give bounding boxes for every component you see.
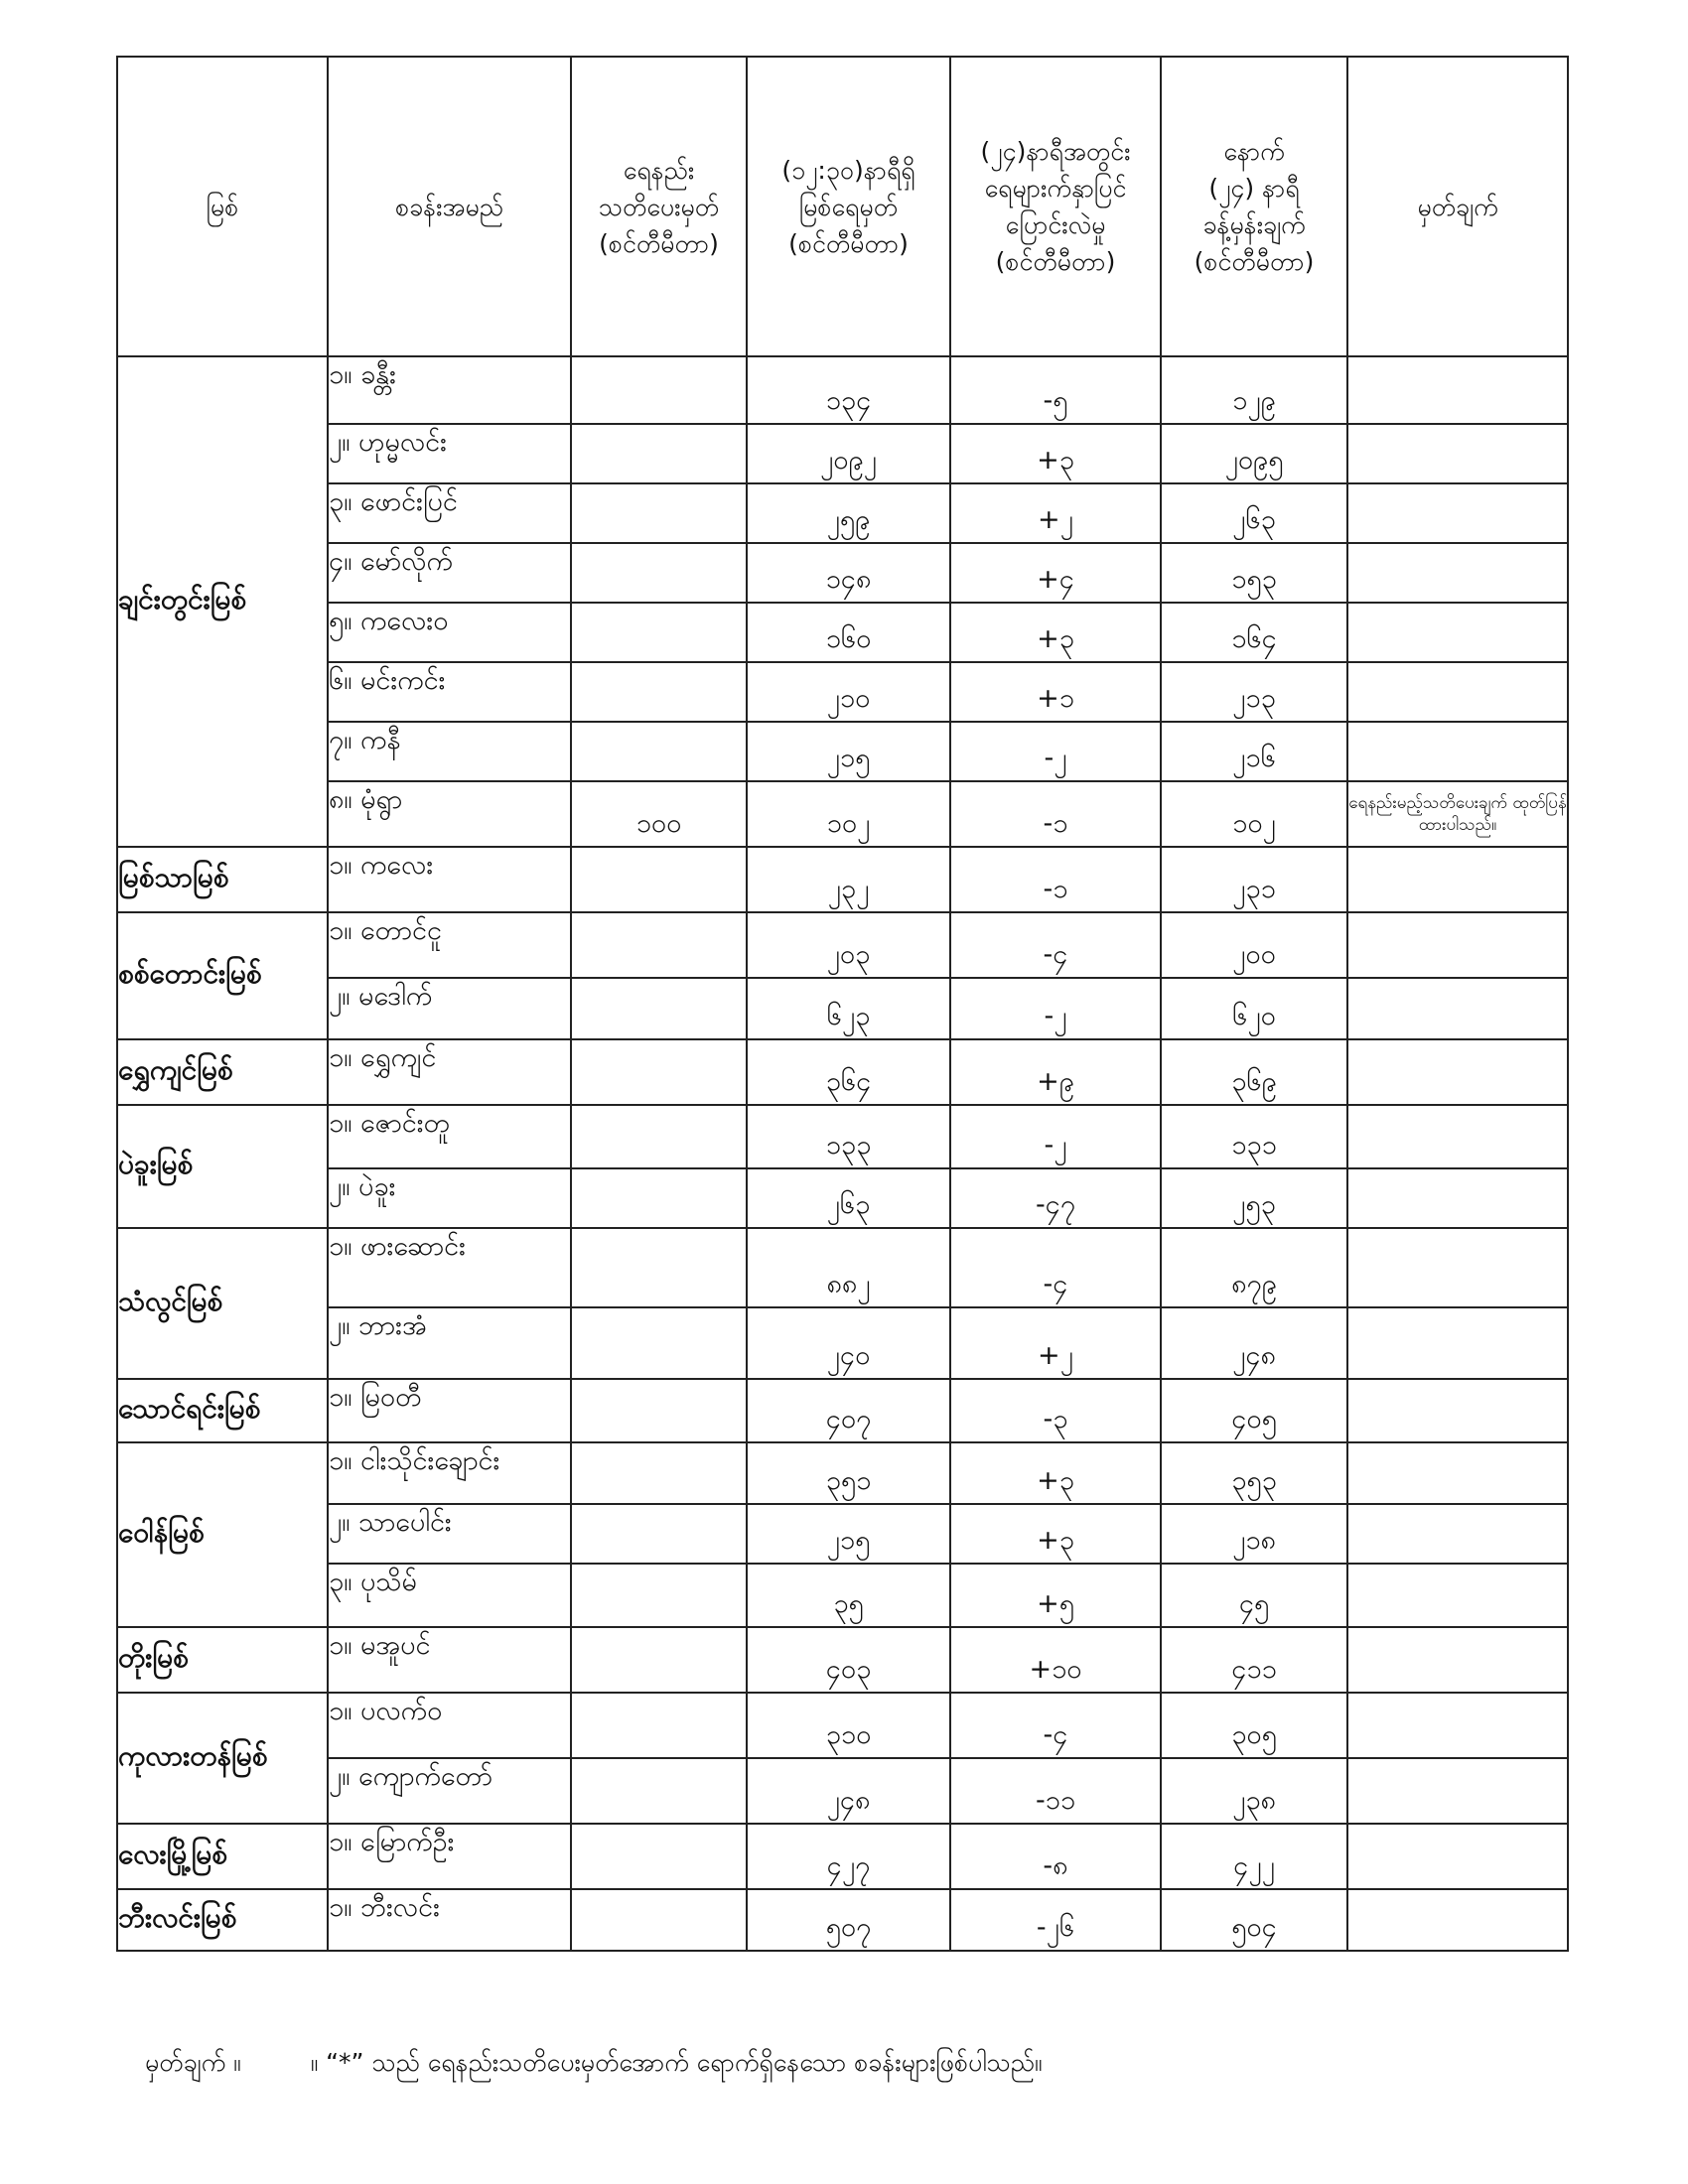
warning-level xyxy=(571,1824,747,1889)
water-level: ၂၀၃ xyxy=(747,912,950,978)
remark xyxy=(1347,1228,1568,1307)
forecast-level: ၁၀၂ xyxy=(1161,781,1347,847)
table-row xyxy=(117,1307,1568,1379)
water-level: ၁၄၈ xyxy=(747,543,950,603)
water-level: ၁၃၄ xyxy=(747,356,950,424)
water-level: ၃၆၄ xyxy=(747,1039,950,1105)
remark xyxy=(1347,1307,1568,1379)
remark xyxy=(1347,483,1568,543)
remark xyxy=(1347,1504,1568,1564)
forecast-level: ၂၁၃ xyxy=(1161,662,1347,722)
table-row xyxy=(117,603,1568,662)
table-row xyxy=(117,424,1568,483)
header-line: နောက် xyxy=(1223,137,1285,166)
forecast-level: ၄၀၅ xyxy=(1161,1379,1347,1442)
table-row xyxy=(117,1442,1568,1504)
header-line: (စင်တီမီတာ) xyxy=(1194,247,1315,276)
warning-level xyxy=(571,603,747,662)
warning-level xyxy=(571,978,747,1039)
table-row xyxy=(117,1693,1568,1758)
station-name: ၁။ ခန္တီး xyxy=(328,356,571,424)
station-name: ၂။ ဘားအံ xyxy=(328,1307,571,1379)
warning-level xyxy=(571,1758,747,1824)
river-level-table xyxy=(116,56,1569,1952)
header-line: မြစ် xyxy=(206,192,239,221)
table-row xyxy=(117,1504,1568,1564)
water-level: ၄၂၇ xyxy=(747,1824,950,1889)
header-line: (၁၂:၃၀)နာရီရှိ xyxy=(781,155,915,185)
warning-level xyxy=(571,424,747,483)
remark xyxy=(1347,722,1568,781)
table-row xyxy=(117,356,1568,424)
warning-level xyxy=(571,356,747,424)
forecast-level: ၁၆၄ xyxy=(1161,603,1347,662)
water-level: ၄၀၃ xyxy=(747,1627,950,1693)
station-name: ၄။ မော်လိုက် xyxy=(328,543,571,603)
footnote-text: ။ “*” သည် ရေနည်းသတိပေးမှတ်အောက် ရောက်ရှိနေသော စခန်းများဖြစ်ပါသည်။ xyxy=(310,2048,1043,2077)
header-line: မြစ်ရေမှတ် xyxy=(798,192,899,221)
remark xyxy=(1347,1889,1568,1951)
station-name: ၃။ ဖောင်းပြင် xyxy=(328,483,571,543)
header-line: (၂၄)နာရီအတွင်း xyxy=(980,137,1131,166)
river-name: ကုလားတန်မြစ် xyxy=(117,1693,328,1824)
header-line: သတိပေးမှတ် xyxy=(598,192,720,221)
level-change: +၃ xyxy=(950,1442,1161,1504)
station-name: ၇။ ကနီ xyxy=(328,722,571,781)
warning-level xyxy=(571,1105,747,1168)
forecast-level: ၄၂၂ xyxy=(1161,1824,1347,1889)
level-change: -၁ xyxy=(950,781,1161,847)
table-row xyxy=(117,483,1568,543)
station-name: ၂။ မဒေါက် xyxy=(328,978,571,1039)
remark xyxy=(1347,1379,1568,1442)
table-row xyxy=(117,912,1568,978)
level-change: -၂ xyxy=(950,978,1161,1039)
water-level: ၁၀၂ xyxy=(747,781,950,847)
header-line: ရေနည်း xyxy=(623,155,695,185)
water-level: ၃၅၁ xyxy=(747,1442,950,1504)
water-level: ၂၃၂ xyxy=(747,847,950,912)
remark xyxy=(1347,1442,1568,1504)
table-row xyxy=(117,722,1568,781)
level-change: -၂ xyxy=(950,1105,1161,1168)
warning-level xyxy=(571,722,747,781)
station-name: ၁။ ငါးသိုင်းချောင်း xyxy=(328,1442,571,1504)
forecast-level: ၁၂၉ xyxy=(1161,356,1347,424)
river-name: ဘီးလင်းမြစ် xyxy=(117,1889,328,1951)
header-line: ပြောင်းလဲမှု xyxy=(1005,210,1106,239)
remark xyxy=(1347,662,1568,722)
remark xyxy=(1347,978,1568,1039)
river-name: မြစ်သာမြစ် xyxy=(117,847,328,912)
water-level: ၂၆၃ xyxy=(747,1168,950,1228)
header-line: (၂၄) နာရီ xyxy=(1208,174,1300,203)
level-change: +၉ xyxy=(950,1039,1161,1105)
station-name: ၂။ ဟုမ္မလင်း xyxy=(328,424,571,483)
forecast-level: ၂၄၈ xyxy=(1161,1307,1347,1379)
level-change: -၄၇ xyxy=(950,1168,1161,1228)
level-change: +၄ xyxy=(950,543,1161,603)
river-name: လေးမြို့မြစ် xyxy=(117,1824,328,1889)
footnote-label: မှတ်ချက် ။ xyxy=(145,2048,241,2077)
river-name: သောင်ရင်းမြစ် xyxy=(117,1379,328,1442)
header-line: ရေများက်နှာပြင် xyxy=(984,174,1127,203)
header-forecast xyxy=(1161,57,1347,356)
forecast-level: ၂၀၉၅ xyxy=(1161,424,1347,483)
header-line: ခန့်မှန်းချက် xyxy=(1202,210,1306,239)
table-row xyxy=(117,1228,1568,1307)
remark xyxy=(1347,543,1568,603)
river-name: တိုးမြစ် xyxy=(117,1627,328,1693)
station-name: ၃။ ပုသိမ် xyxy=(328,1564,571,1627)
level-change: -၄ xyxy=(950,912,1161,978)
remark xyxy=(1347,912,1568,978)
table-row xyxy=(117,1758,1568,1824)
water-level: ၃၁၀ xyxy=(747,1693,950,1758)
station-name: ၂။ ကျောက်တော် xyxy=(328,1758,571,1824)
warning-level xyxy=(571,1442,747,1504)
header-line: (စင်တီမီတာ) xyxy=(788,228,909,258)
forecast-level: ၈၇၉ xyxy=(1161,1228,1347,1307)
river-name: ရွှေကျင်မြစ် xyxy=(117,1039,328,1105)
station-name: ၁။ တောင်ငူ xyxy=(328,912,571,978)
warning-level xyxy=(571,1228,747,1307)
level-change: +၁၀ xyxy=(950,1627,1161,1693)
warning-level xyxy=(571,1039,747,1105)
station-name: ၁။ ဖားဆောင်း xyxy=(328,1228,571,1307)
forecast-level: ၃၆၉ xyxy=(1161,1039,1347,1105)
level-change: +၅ xyxy=(950,1564,1161,1627)
remark: ရေနည်းမည့်သတိပေးချက် ထုတ်ပြန်ထားပါသည်။ xyxy=(1347,781,1568,847)
level-change: -၈ xyxy=(950,1824,1161,1889)
warning-level xyxy=(571,483,747,543)
level-change: -၁၁ xyxy=(950,1758,1161,1824)
table-header xyxy=(117,57,1568,356)
header-line: (စင်တီမီတာ) xyxy=(599,228,719,258)
header-line: စခန်းအမည် xyxy=(395,192,503,221)
table-row xyxy=(117,1564,1568,1627)
water-level: ၂၁၅ xyxy=(747,1504,950,1564)
remark xyxy=(1347,1627,1568,1693)
station-name: ၁။ ဇောင်းတူ xyxy=(328,1105,571,1168)
header-warning-level xyxy=(571,57,747,356)
station-name: ၂။ ပဲခူး xyxy=(328,1168,571,1228)
station-name: ၈။ မုံရွာ xyxy=(328,781,571,847)
table-row xyxy=(117,978,1568,1039)
forecast-level: ၂၃၁ xyxy=(1161,847,1347,912)
warning-level xyxy=(571,1504,747,1564)
remark xyxy=(1347,1168,1568,1228)
forecast-level: ၃၀၅ xyxy=(1161,1693,1347,1758)
remark xyxy=(1347,847,1568,912)
river-name: ချင်းတွင်းမြစ် xyxy=(117,356,328,847)
table-row xyxy=(117,1627,1568,1693)
remark xyxy=(1347,1824,1568,1889)
warning-level xyxy=(571,1889,747,1951)
remark xyxy=(1347,1758,1568,1824)
table-row xyxy=(117,1105,1568,1168)
forecast-level: ၄၅ xyxy=(1161,1564,1347,1627)
warning-level xyxy=(571,847,747,912)
warning-level xyxy=(571,1627,747,1693)
remark xyxy=(1347,1105,1568,1168)
remark xyxy=(1347,1693,1568,1758)
level-change: +၁ xyxy=(950,662,1161,722)
water-level: ၂၅၉ xyxy=(747,483,950,543)
forecast-level: ၄၁၁ xyxy=(1161,1627,1347,1693)
forecast-level: ၂၅၃ xyxy=(1161,1168,1347,1228)
level-change: -၃ xyxy=(950,1379,1161,1442)
table-row xyxy=(117,662,1568,722)
water-level: ၄၀၇ xyxy=(747,1379,950,1442)
header-row xyxy=(117,57,1568,356)
table-row xyxy=(117,543,1568,603)
water-level: ၁၆၀ xyxy=(747,603,950,662)
table-row xyxy=(117,781,1568,847)
level-change: +၂ xyxy=(950,483,1161,543)
remark xyxy=(1347,603,1568,662)
station-name: ၁။ ပလက်ဝ xyxy=(328,1693,571,1758)
warning-level xyxy=(571,1564,747,1627)
water-level: ၅၀၇ xyxy=(747,1889,950,1951)
warning-level xyxy=(571,1307,747,1379)
water-level: ၃၅ xyxy=(747,1564,950,1627)
station-name: ၂။ သာပေါင်း xyxy=(328,1504,571,1564)
water-level: ၂၄၀ xyxy=(747,1307,950,1379)
station-name: ၁။ မအူပင် xyxy=(328,1627,571,1693)
level-change: -၅ xyxy=(950,356,1161,424)
warning-level xyxy=(571,912,747,978)
header-station xyxy=(328,57,571,356)
forecast-level: ၂၃၈ xyxy=(1161,1758,1347,1824)
river-name: စစ်တောင်းမြစ် xyxy=(117,912,328,1039)
river-name: သံလွင်မြစ် xyxy=(117,1228,328,1379)
level-change: -၂ xyxy=(950,722,1161,781)
station-name: ၆။ မင်းကင်း xyxy=(328,662,571,722)
water-level: ၂၀၉၂ xyxy=(747,424,950,483)
forecast-level: ၁၅၃ xyxy=(1161,543,1347,603)
water-level: ၂၄၈ xyxy=(747,1758,950,1824)
water-level: ၂၁၀ xyxy=(747,662,950,722)
remark xyxy=(1347,1039,1568,1105)
station-name: ၁။ မြဝတီ xyxy=(328,1379,571,1442)
forecast-level: ၂၀၀ xyxy=(1161,912,1347,978)
table-row xyxy=(117,1379,1568,1442)
header-water-level xyxy=(747,57,950,356)
header-remark xyxy=(1347,57,1568,356)
table-row xyxy=(117,1824,1568,1889)
station-name: ၁။ ရွှေကျင် xyxy=(328,1039,571,1105)
header-line: မှတ်ချက် xyxy=(1417,192,1498,221)
level-change: -၂၆ xyxy=(950,1889,1161,1951)
level-change: -၄ xyxy=(950,1693,1161,1758)
warning-level xyxy=(571,1693,747,1758)
station-name: ၁။ ကလေး xyxy=(328,847,571,912)
warning-level: ၁၀၀ xyxy=(571,781,747,847)
water-level: ၂၁၅ xyxy=(747,722,950,781)
remark xyxy=(1347,1564,1568,1627)
level-change: +၃ xyxy=(950,1504,1161,1564)
water-level: ၁၃၃ xyxy=(747,1105,950,1168)
water-level: ၆၂၃ xyxy=(747,978,950,1039)
remark xyxy=(1347,424,1568,483)
warning-level xyxy=(571,662,747,722)
remark xyxy=(1347,356,1568,424)
forecast-level: ၃၅၃ xyxy=(1161,1442,1347,1504)
level-change: +၃ xyxy=(950,603,1161,662)
forecast-level: ၂၆၃ xyxy=(1161,483,1347,543)
warning-level xyxy=(571,1379,747,1442)
forecast-level: ၆၂၀ xyxy=(1161,978,1347,1039)
level-change: +၂ xyxy=(950,1307,1161,1379)
table-row xyxy=(117,1168,1568,1228)
warning-level xyxy=(571,543,747,603)
level-change: -၁ xyxy=(950,847,1161,912)
table-body xyxy=(117,356,1568,1951)
table-row xyxy=(117,1039,1568,1105)
forecast-level: ၁၃၁ xyxy=(1161,1105,1347,1168)
station-name: ၁။ မြောက်ဦး xyxy=(328,1824,571,1889)
header-line: (စင်တီမီတာ) xyxy=(995,247,1116,276)
river-name: ဝေါန်မြစ် xyxy=(117,1442,328,1627)
forecast-level: ၂၁၈ xyxy=(1161,1504,1347,1564)
forecast-level: ၅၀၄ xyxy=(1161,1889,1347,1951)
warning-level xyxy=(571,1168,747,1228)
header-river xyxy=(117,57,328,356)
water-level: ၈၈၂ xyxy=(747,1228,950,1307)
station-name: ၁။ ဘီးလင်း xyxy=(328,1889,571,1951)
table-row xyxy=(117,1889,1568,1951)
station-name: ၅။ ကလေးဝ xyxy=(328,603,571,662)
river-name: ပဲခူးမြစ် xyxy=(117,1105,328,1228)
level-change: +၃ xyxy=(950,424,1161,483)
footnote xyxy=(145,2047,1043,2084)
header-change xyxy=(950,57,1161,356)
level-change: -၄ xyxy=(950,1228,1161,1307)
forecast-level: ၂၁၆ xyxy=(1161,722,1347,781)
table-row xyxy=(117,847,1568,912)
